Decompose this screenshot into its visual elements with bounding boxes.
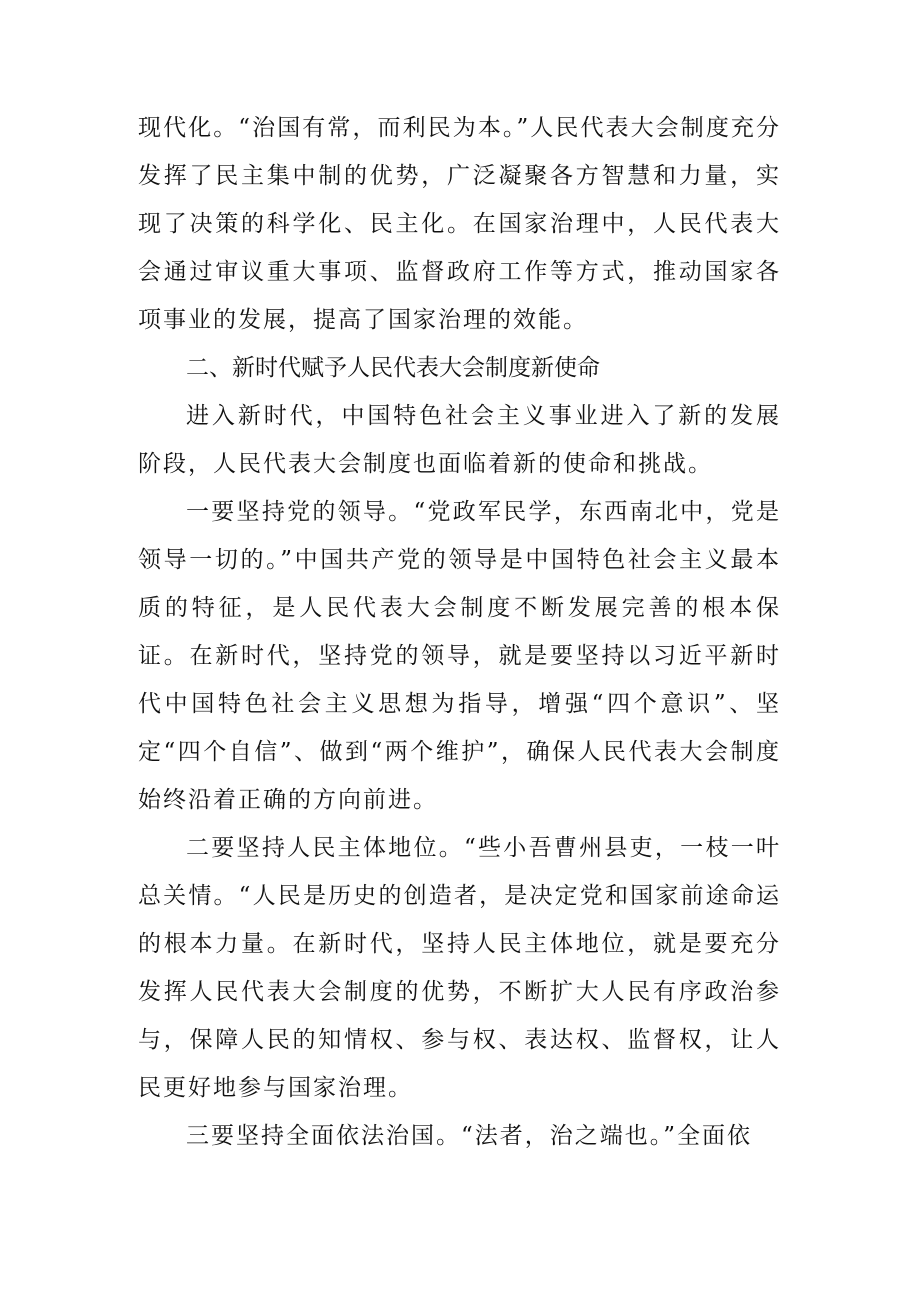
paragraph-continued: 现代化。“治国有常，而利民为本。”人民代表大会制度充分发挥了民主集中制的优势，广泛凝聚各方智慧和力量，实现了决策的科学化、民主化。在国家治理中，人民代表大会通过审议重大事项、监督政府工作等方式，推动国家各项事业的发展，提高了国家治理的效能。 [138, 115, 781, 333]
paragraph-people-subject: 二要坚持人民主体地位。“些小吾曹州县吏，一枝一叶总关情。“人民是历史的创造者，是决定党和国家前途命运的根本力量。在新时代，坚持人民主体地位，就是要充分发挥人民代表大会制度的优势，不断扩大人民有序政治参与，保障人民的知情权、参与权、表达权、监督权，让人民更好地参与国家治理。 [138, 835, 781, 1101]
paragraph-rule-of-law: 三要坚持全面依法治国。“法者，治之端也。”全面依 [186, 1123, 753, 1149]
paragraph-intro: 进入新时代，中国特色社会主义事业进入了新的发展阶段，人民代表大会制度也面临着新的使命和挑战。 [138, 403, 781, 477]
paragraph-party-leadership: 一要坚持党的领导。“党政军民学，东西南北中，党是领导一切的。”中国共产党的领导是中国特色社会主义最本质的特征，是人民代表大会制度不断发展完善的根本保证。在新时代，坚持党的领导，就是要坚持以习近平新时代中国特色社会主义思想为指导，增强“四个意识”、坚定“四个自信”、做到“两个维护”，确保人民代表大会制度始终沿着正确的方向前进。 [138, 499, 781, 813]
section-heading: 二、新时代赋予人民代表大会制度新使命 [186, 355, 600, 381]
document-body [138, 104, 781, 1160]
